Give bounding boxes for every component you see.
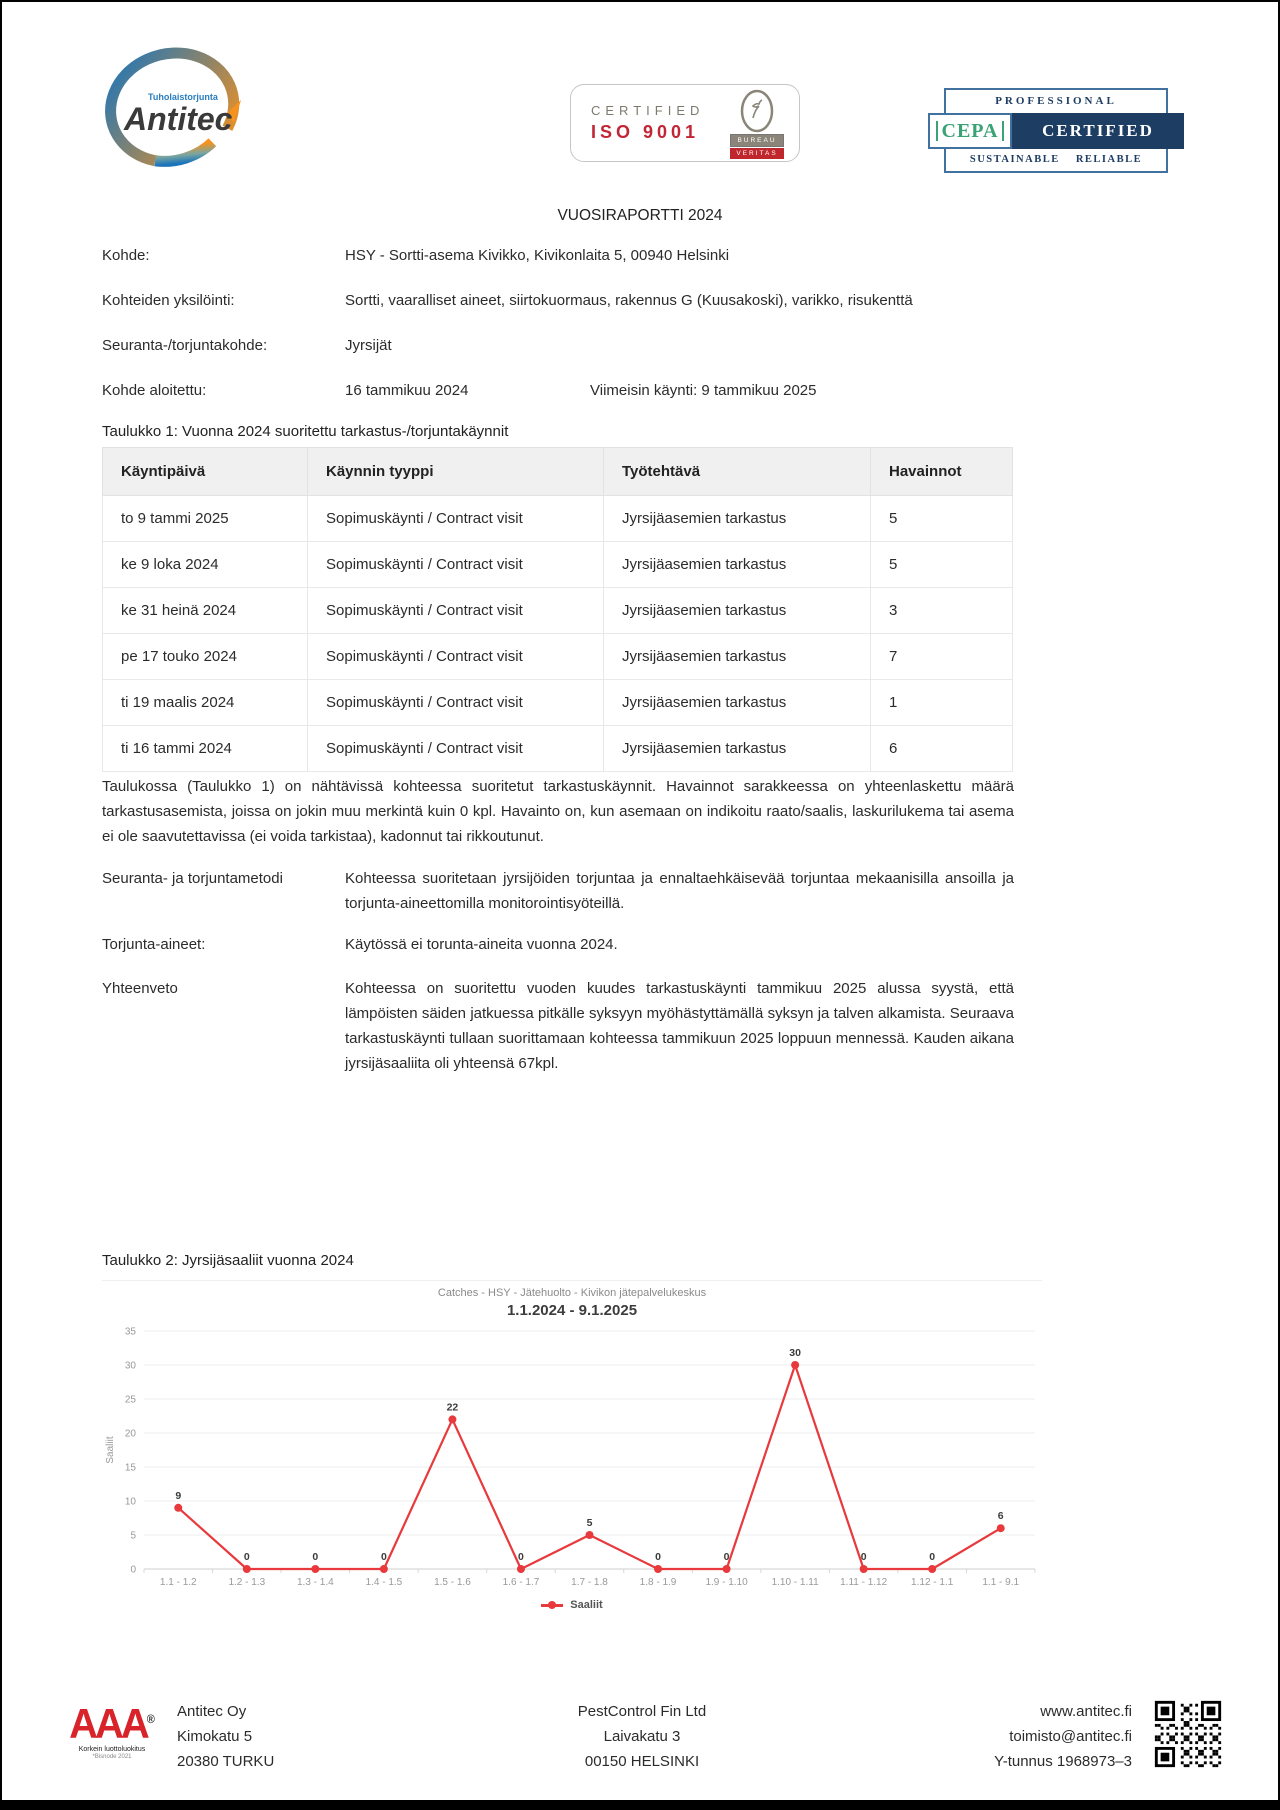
field-label: Kohteiden yksilöinti: bbox=[102, 292, 235, 309]
aaa-source: *Bisnode 2021 bbox=[92, 1754, 132, 1761]
data-label: 22 bbox=[446, 1401, 459, 1414]
svg-text:Tuholaistorjunta: Tuholaistorjunta bbox=[148, 92, 218, 102]
data-point bbox=[654, 1565, 662, 1573]
footer-line: Antitec Oy bbox=[177, 1703, 247, 1720]
table-row bbox=[103, 634, 1013, 680]
svg-text:Antitec: Antitec bbox=[124, 101, 233, 137]
x-tick-label: 1.7 - 1.8 bbox=[571, 1577, 608, 1588]
cell-task: Jyrsijäasemien tarkastus bbox=[604, 726, 871, 772]
table-row bbox=[103, 496, 1013, 542]
table-row bbox=[103, 542, 1013, 588]
footer-contact-info bbox=[902, 1699, 1132, 1774]
data-label: 0 bbox=[312, 1551, 319, 1563]
section-text: Käytössä ei torunta-aineita vuonna 2024. bbox=[345, 936, 618, 953]
field-label: Kohde: bbox=[102, 247, 150, 264]
footer-line: 00150 HELSINKI bbox=[584, 1753, 700, 1770]
field-value: Sortti, vaaralliset aineet, siirtokuormaus, rakennus G (Kuusakoski), varikko, risukenttä bbox=[345, 292, 913, 309]
field-label: Seuranta-/torjuntakohde: bbox=[102, 337, 268, 354]
visits-table bbox=[102, 447, 1013, 772]
section-torjunta-aineet bbox=[102, 932, 1014, 957]
cell-observations: 3 bbox=[871, 588, 1013, 634]
veritas-label: VERITAS bbox=[730, 148, 784, 159]
cell-task: Jyrsijäasemien tarkastus bbox=[604, 542, 871, 588]
cell-date: pe 17 touko 2024 bbox=[103, 634, 308, 680]
legend-series-label: Saaliit bbox=[570, 1599, 603, 1611]
data-point bbox=[517, 1565, 525, 1573]
footer-email: toimisto@antitec.fi bbox=[1009, 1728, 1132, 1745]
x-tick-label: 1.10 - 1.11 bbox=[771, 1577, 819, 1588]
footer-website: www.antitec.fi bbox=[1040, 1703, 1132, 1720]
section-text: Kohteessa on suoritettu vuoden kuudes tarkastuskäynti tammikuu 2025 alussa syystä, että lämpöisten säiden jatkuessa pitkälle syksyyn myöhästyttämällä syksyn ja talven alkamista. Seuraava tarkastuskäynti tullaan suorittamaan kohteessa tammikuun 2025 loppuun mennessä. Kauden aikana jyrsijäsaaliita oli yhteensä 67kpl. bbox=[345, 980, 1014, 1072]
cell-visit-type: Sopimuskäynti / Contract visit bbox=[308, 588, 604, 634]
col-header-tyotehtava: Työtehtävä bbox=[604, 448, 871, 496]
data-point bbox=[311, 1565, 319, 1573]
bureau-veritas-emblem bbox=[729, 88, 785, 159]
field-aloitettu bbox=[102, 380, 1158, 401]
cell-task: Jyrsijäasemien tarkastus bbox=[604, 496, 871, 542]
y-axis-label: Saaliit bbox=[105, 1436, 116, 1464]
data-label: 0 bbox=[380, 1551, 387, 1563]
iso-badge-text bbox=[591, 103, 704, 143]
aaa-rating-logo bbox=[66, 1700, 158, 1760]
cell-visit-type: Sopimuskäynti / Contract visit bbox=[308, 680, 604, 726]
footer-business-id: Y-tunnus 1968973–3 bbox=[994, 1753, 1132, 1770]
cell-date: to 9 tammi 2025 bbox=[103, 496, 308, 542]
y-tick-label: 5 bbox=[130, 1530, 136, 1542]
cell-task: Jyrsijäasemien tarkastus bbox=[604, 680, 871, 726]
x-tick-label: 1.4 - 1.5 bbox=[365, 1577, 403, 1588]
cell-visit-type: Sopimuskäynti / Contract visit bbox=[308, 726, 604, 772]
line-chart bbox=[102, 1321, 1042, 1593]
table1-description: Taulukossa (Taulukko 1) on nähtävissä kohteessa suoritetut tarkastuskäynnit. Havainnot sarakkeessa on yhteenlaskettu määrä tarkastusasemista, joissa on jokin muu merkintä kuin 0 kpl. Havainto on, kun asemaan on indikoitu raato/saalis, laskurilukema tai asema ei ole saavutettavissa (ei voida tarkistaa), kadonnut tai rikkoutunut. bbox=[102, 778, 1014, 845]
catches-chart bbox=[102, 1280, 1042, 1611]
data-label: 0 bbox=[860, 1551, 867, 1563]
table2-caption: Taulukko 2: Jyrsijäsaaliit vuonna 2024 bbox=[102, 1252, 354, 1269]
data-label: 0 bbox=[243, 1551, 250, 1563]
bureau-veritas-bars bbox=[730, 134, 784, 159]
x-tick-label: 1.3 - 1.4 bbox=[296, 1577, 334, 1588]
cell-observations: 7 bbox=[871, 634, 1013, 680]
cepa-badge-middle bbox=[928, 113, 1184, 149]
footer-company-address bbox=[177, 1699, 274, 1774]
section-label: Torjunta-aineet: bbox=[102, 936, 206, 953]
y-tick-label: 10 bbox=[124, 1496, 136, 1508]
x-tick-label: 1.2 - 1.3 bbox=[228, 1577, 266, 1588]
field-value-secondary: Viimeisin käynti: 9 tammikuu 2025 bbox=[590, 382, 817, 399]
data-point bbox=[997, 1524, 1005, 1532]
data-label: 0 bbox=[518, 1551, 524, 1563]
table1-caption: Taulukko 1: Vuonna 2024 suoritettu tarkastus-/torjuntakäynnit bbox=[102, 423, 509, 440]
iso-9001-label: ISO 9001 bbox=[591, 122, 700, 142]
cell-observations: 1 bbox=[871, 680, 1013, 726]
y-tick-label: 30 bbox=[124, 1360, 136, 1372]
data-label: 0 bbox=[929, 1551, 936, 1563]
legend-series-marker-icon bbox=[541, 1604, 563, 1607]
y-tick-label: 20 bbox=[124, 1428, 136, 1440]
bureau-label: BUREAU bbox=[730, 134, 784, 147]
data-point bbox=[448, 1415, 456, 1423]
data-label: 6 bbox=[997, 1510, 1004, 1523]
chart-subtitle: 1.1.2024 - 9.1.2025 bbox=[506, 1302, 638, 1319]
chart-title: Catches - HSY - Jätehuolto - Kivikon jätepalvelukeskus bbox=[437, 1287, 707, 1299]
cell-observations: 6 bbox=[871, 726, 1013, 772]
field-kohde bbox=[102, 245, 1158, 266]
field-value: HSY - Sortti-asema Kivikko, Kivikonlaita 5, 00940 Helsinki bbox=[345, 247, 730, 264]
x-tick-label: 1.1 - 9.1 bbox=[982, 1577, 1020, 1588]
antitec-logo bbox=[102, 38, 250, 172]
x-tick-label: 1.5 - 1.6 bbox=[434, 1577, 471, 1588]
footer-pestcontrol-address bbox=[492, 1699, 792, 1774]
data-label: 5 bbox=[586, 1517, 593, 1529]
cepa-label: CEPA bbox=[936, 121, 1005, 141]
qr-code bbox=[1152, 1698, 1224, 1770]
cell-date: ke 31 heinä 2024 bbox=[103, 588, 308, 634]
x-tick-label: 1.9 - 1.10 bbox=[705, 1577, 748, 1588]
footer-line: Laivakatu 3 bbox=[603, 1728, 681, 1745]
x-tick-label: 1.11 - 1.12 bbox=[840, 1577, 888, 1588]
table-row bbox=[103, 726, 1013, 772]
registered-mark: ® bbox=[146, 1713, 155, 1727]
data-label: 30 bbox=[789, 1347, 801, 1359]
cepa-certified-label: CERTIFIED bbox=[1012, 113, 1184, 149]
data-label: 9 bbox=[175, 1489, 182, 1502]
data-point bbox=[860, 1565, 868, 1573]
cell-date: ti 16 tammi 2024 bbox=[103, 726, 308, 772]
y-tick-label: 15 bbox=[124, 1462, 136, 1474]
table-row bbox=[103, 680, 1013, 726]
section-yhteenveto bbox=[102, 976, 1014, 1076]
bureau-veritas-seal-icon bbox=[735, 88, 779, 134]
antitec-logo-swoosh-icon bbox=[102, 38, 250, 172]
section-label: Seuranta- ja torjuntametodi bbox=[102, 870, 283, 887]
cell-task: Jyrsijäasemien tarkastus bbox=[604, 634, 871, 680]
chart-legend bbox=[102, 1599, 1042, 1611]
data-point bbox=[243, 1565, 251, 1573]
footer-line: PestControl Fin Ltd bbox=[577, 1703, 707, 1720]
page-title: VUOSIRAPORTTI 2024 bbox=[557, 207, 723, 224]
field-yksilointi bbox=[102, 290, 1158, 311]
section-label: Yhteenveto bbox=[102, 980, 178, 997]
cell-visit-type: Sopimuskäynti / Contract visit bbox=[308, 634, 604, 680]
cepa-sustainable-label: SUSTAINABLE RELIABLE bbox=[944, 147, 1168, 173]
footer-line: Kimokatu 5 bbox=[177, 1728, 253, 1745]
col-header-kayntipaiva: Käyntipäivä bbox=[103, 448, 308, 496]
info-fields bbox=[102, 245, 1158, 425]
aaa-text: AAA® bbox=[69, 1701, 155, 1748]
cepa-logo-box bbox=[928, 113, 1012, 149]
section-metodi bbox=[102, 866, 1014, 916]
y-tick-label: 0 bbox=[130, 1564, 136, 1576]
page-bottom-bar bbox=[2, 1800, 1278, 1810]
data-point bbox=[586, 1531, 594, 1539]
section-text: Kohteessa suoritetaan jyrsijöiden torjuntaa ja ennaltaehkäisevää torjuntaa mekaanisilla ansoilla ja torjunta-aineettomilla monitorointisyöteillä. bbox=[345, 870, 1014, 912]
cepa-professional-label: PROFESSIONAL bbox=[944, 88, 1168, 115]
cell-visit-type: Sopimuskäynti / Contract visit bbox=[308, 542, 604, 588]
x-tick-label: 1.6 - 1.7 bbox=[502, 1577, 540, 1588]
data-point bbox=[791, 1361, 799, 1369]
x-tick-label: 1.1 - 1.2 bbox=[159, 1577, 197, 1588]
cepa-certified-badge bbox=[928, 88, 1184, 173]
y-tick-label: 25 bbox=[124, 1394, 136, 1406]
table-header-row bbox=[103, 448, 1013, 496]
data-point bbox=[723, 1565, 731, 1573]
x-tick-label: 1.12 - 1.1 bbox=[911, 1577, 954, 1588]
cell-observations: 5 bbox=[871, 542, 1013, 588]
iso-9001-badge bbox=[570, 84, 800, 162]
footer-line: 20380 TURKU bbox=[177, 1753, 275, 1770]
cell-visit-type: Sopimuskäynti / Contract visit bbox=[308, 496, 604, 542]
data-point bbox=[928, 1565, 936, 1573]
aaa-subtitle: Korkein luottoluokitus bbox=[78, 1746, 146, 1754]
field-torjuntakohde bbox=[102, 335, 1158, 356]
field-label: Kohde aloitettu: bbox=[102, 382, 207, 399]
x-tick-label: 1.8 - 1.9 bbox=[639, 1577, 677, 1588]
data-label: 0 bbox=[655, 1551, 661, 1563]
cell-task: Jyrsijäasemien tarkastus bbox=[604, 588, 871, 634]
cell-date: ti 19 maalis 2024 bbox=[103, 680, 308, 726]
field-value: Jyrsijät bbox=[345, 337, 392, 354]
col-header-kaynnin-tyyppi: Käynnin tyyppi bbox=[308, 448, 604, 496]
col-header-havainnot: Havainnot bbox=[871, 448, 1013, 496]
table-row bbox=[103, 588, 1013, 634]
data-point bbox=[380, 1565, 388, 1573]
data-point bbox=[174, 1504, 182, 1512]
iso-certified-label: CERTIFIED bbox=[591, 103, 705, 118]
data-label: 0 bbox=[723, 1551, 730, 1563]
field-value: 16 tammikuu 2024 bbox=[345, 382, 469, 399]
cell-date: ke 9 loka 2024 bbox=[103, 542, 308, 588]
cell-observations: 5 bbox=[871, 496, 1013, 542]
y-tick-label: 35 bbox=[124, 1326, 136, 1338]
